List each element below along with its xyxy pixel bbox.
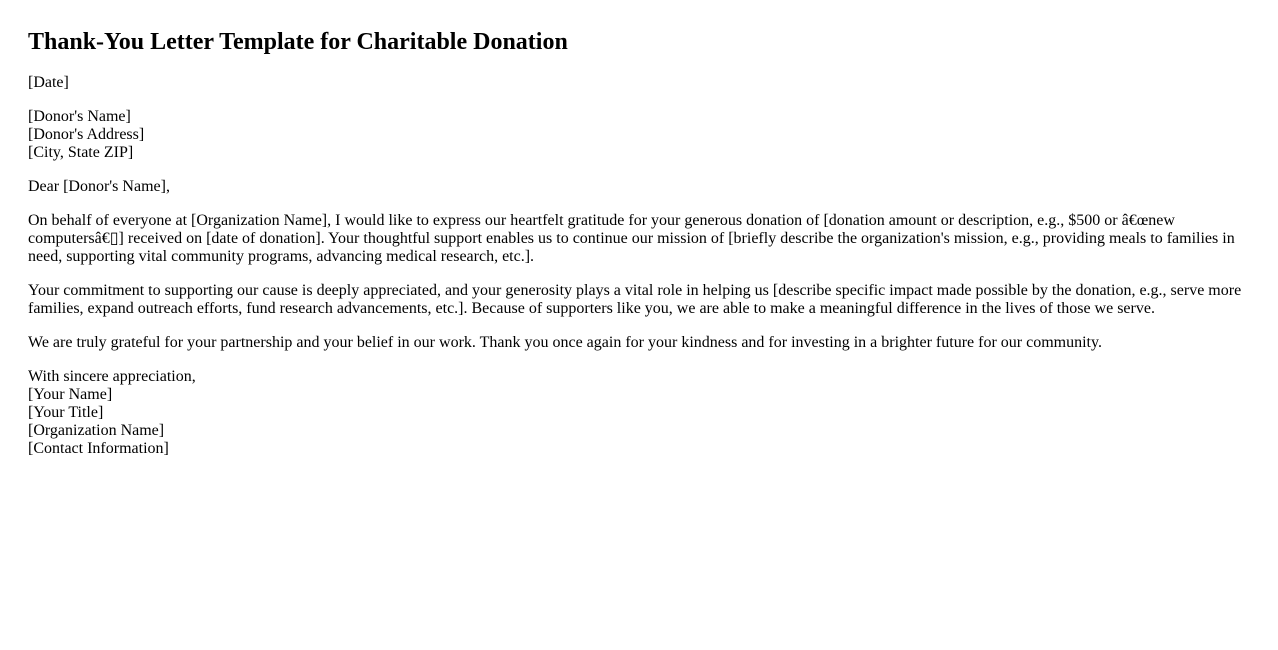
page-title: Thank-You Letter Template for Charitable Donation xyxy=(28,29,568,55)
salutation: Dear [Donor's Name], xyxy=(28,178,170,195)
recipient-name: [Donor's Name] xyxy=(28,108,131,125)
body-paragraph-1: On behalf of everyone at [Organization Name], I would like to express our heartfelt gratitude for your generous donation of [donation amount or description, e.g., $500 or â€œnew computersâ€▯] received on [date of donation]. Your thoughtful support enables us to continue our mission of [briefly describe the organization's mission, e.g., providing meals to families in need, supporting vital community programs, advancing medical research, etc.]. xyxy=(28,212,1235,265)
recipient-city: [City, State ZIP] xyxy=(28,144,134,161)
body-paragraph-2: Your commitment to supporting our cause is deeply appreciated, and your generosity plays a vital role in helping us [describe specific impact made possible by the donation, e.g., serve more families, expand outreach efforts, fund research advancements, etc.]. Because of supporters like you, we are able to make a meaningful difference in the lives of those we serve. xyxy=(28,282,1242,317)
signer-contact: [Contact Information] xyxy=(28,440,169,457)
closing-phrase: With sincere appreciation, xyxy=(28,368,196,385)
signer-name: [Your Name] xyxy=(28,386,113,403)
recipient-address: [Donor's Address] xyxy=(28,126,145,143)
closing-block xyxy=(28,368,1250,458)
signer-organization: [Organization Name] xyxy=(28,422,165,439)
signer-title: [Your Title] xyxy=(28,404,104,421)
recipient-block xyxy=(28,108,1250,162)
body-paragraph-3: We are truly grateful for your partnership and your belief in our work. Thank you once again for your kindness and for investing in a brighter future for our community. xyxy=(28,334,1102,351)
date-line: [Date] xyxy=(28,74,69,91)
